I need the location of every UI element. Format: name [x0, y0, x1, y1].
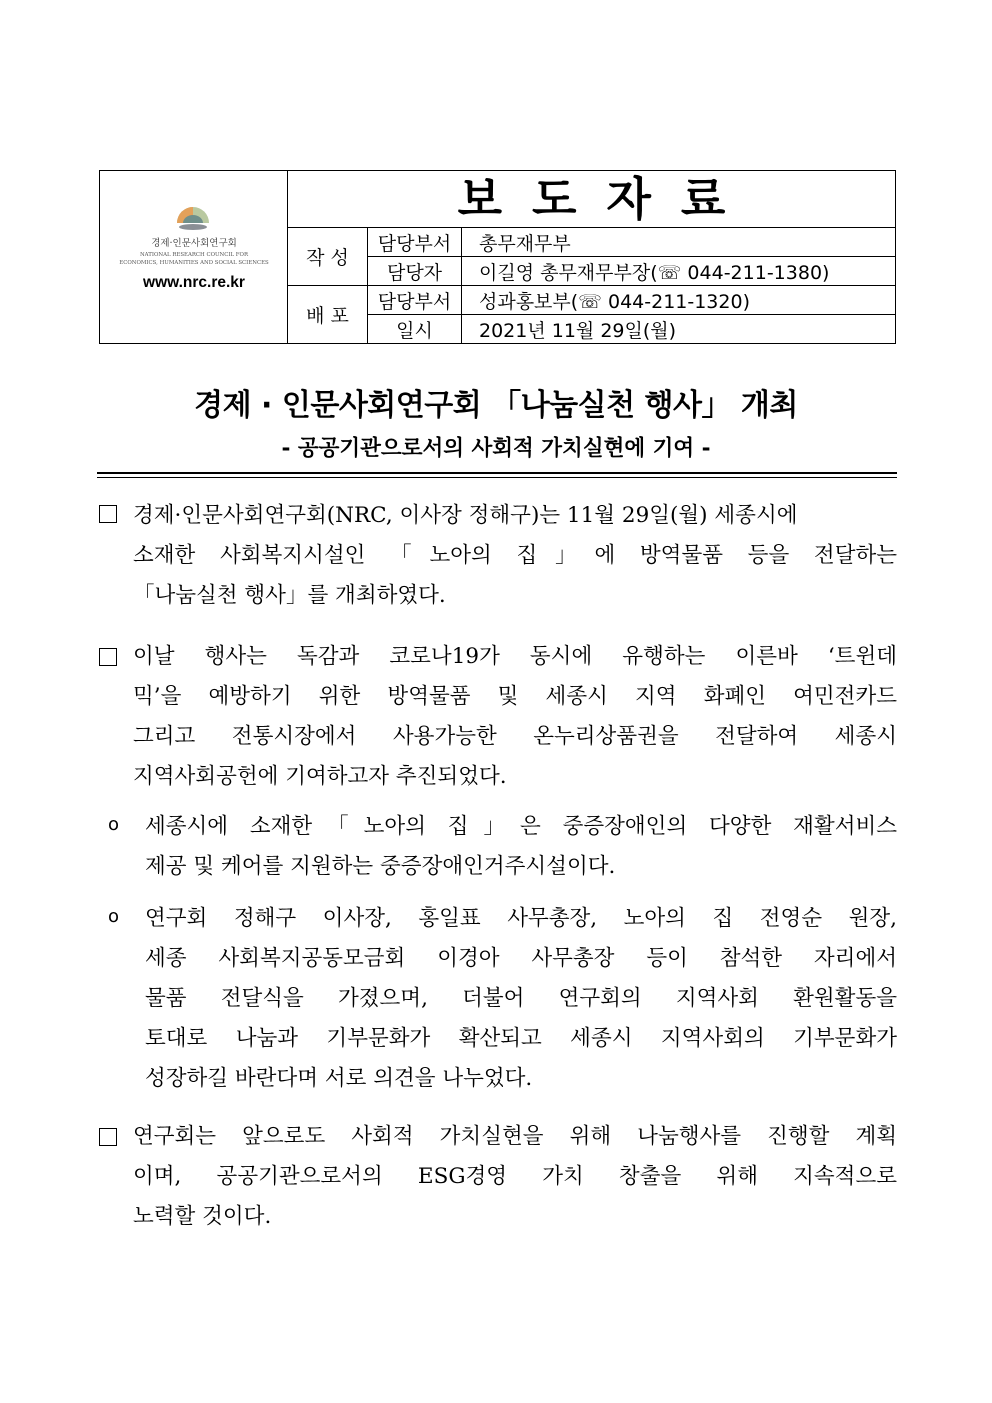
sub1-line1: 세종시에 소재한「노아의 집」은 중증장애인의 다양한 재활서비스	[145, 814, 897, 839]
author-dept-value: 총무재무부	[462, 228, 895, 257]
subheadline: - 공공기관으로서의 사회적 가치실현에 기여 -	[281, 436, 711, 461]
para1-line3: 「나눔실천 행사」를 개최하였다.	[133, 583, 446, 608]
distribution-label: 배 포	[288, 286, 368, 343]
dist-date-value: 2021년 11월 29일(월)	[479, 319, 677, 342]
headline-divider-thin	[97, 477, 897, 478]
para1-line2: 소재한 사회복지시설인 「노아의 집」에 방역물품 등을 전달하는	[133, 543, 897, 568]
para2-line2: 믹’을 예방하기 위한 방역물품 및 세종시 지역 화폐인 여민전카드	[133, 684, 897, 709]
para2-line3: 그리고 전통시장에서 사용가능한 온누리상품권을 전달하여 세종시	[133, 724, 897, 749]
website-url[interactable]: www.nrc.re.kr	[143, 274, 245, 291]
sub2-line5: 성장하길 바란다며 서로 의견을 나누었다.	[145, 1066, 533, 1091]
author-person-key: 담당자	[368, 257, 462, 286]
dist-dept-value: 성과홍보부(☏ 044-211-1320)	[462, 286, 895, 315]
bullet-marker: o	[108, 906, 120, 927]
checkbox-square-icon	[99, 505, 117, 523]
author-person-value: 이길영 총무재무부장(☏ 044-211-1380)	[462, 257, 895, 286]
bullet-marker: o	[108, 814, 120, 835]
sub2-line3: 물품 전달식을 가졌으며, 더불어 연구회의 지역사회 환원활동을	[145, 986, 897, 1011]
para3-line1: 연구회는 앞으로도 사회적 가치실현을 위해 나눔행사를 진행할 계획	[133, 1124, 897, 1149]
para2-line4: 지역사회공헌에 기여하고자 추진되었다.	[133, 764, 507, 789]
para3-line2: 이며, 공공기관으로서의 ESG경영 가치 창출을 위해 지속적으로	[133, 1164, 897, 1189]
press-release-title: 보도자료	[457, 172, 756, 226]
para1-line1: 경제·인문사회연구회(NRC, 이사장 정해구)는 11월 29일(월) 세종시에	[133, 503, 798, 528]
nrc-logo-icon	[175, 203, 211, 233]
dist-date-key: 일시	[368, 315, 462, 343]
sub2-line2: 세종 사회복지공동모금회 이경아 사무총장 등이 참석한 자리에서	[145, 946, 897, 971]
author-dept-key: 담당부서	[368, 228, 462, 257]
title-row	[288, 171, 895, 228]
sub2-line4: 토대로 나눔과 기부문화가 확산되고 세종시 지역사회의 기부문화가	[145, 1026, 897, 1051]
press-release-header-table	[99, 170, 896, 344]
sub2-line1: 연구회 정해구 이사장, 홍일표 사무총장, 노아의 집 전영순 원장,	[145, 906, 897, 931]
dist-dept-key: 담당부서	[368, 286, 462, 315]
headline-divider	[97, 472, 897, 474]
headline: 경제 · 인문사회연구회 「나눔실천 행사」 개최	[194, 388, 798, 423]
para2-line1: 이날 행사는 독감과 코로나19가 동시에 유행하는 이른바 ‘트윈데	[133, 644, 897, 669]
logo-name-english: NATIONAL RESEARCH COUNCIL FOR ECONOMICS, HUMANITIES AND SOCIAL SCIENCES	[119, 252, 269, 266]
logo-cell	[100, 171, 288, 343]
sub1-line2: 제공 및 케어를 지원하는 중증장애인거주시설이다.	[145, 854, 616, 879]
checkbox-square-icon	[99, 1128, 117, 1146]
author-label: 작 성	[288, 228, 368, 286]
checkbox-square-icon	[99, 648, 117, 666]
logo-name-korean: 경제·인문사회연구회	[151, 238, 237, 249]
para3-line3: 노력할 것이다.	[133, 1204, 272, 1229]
